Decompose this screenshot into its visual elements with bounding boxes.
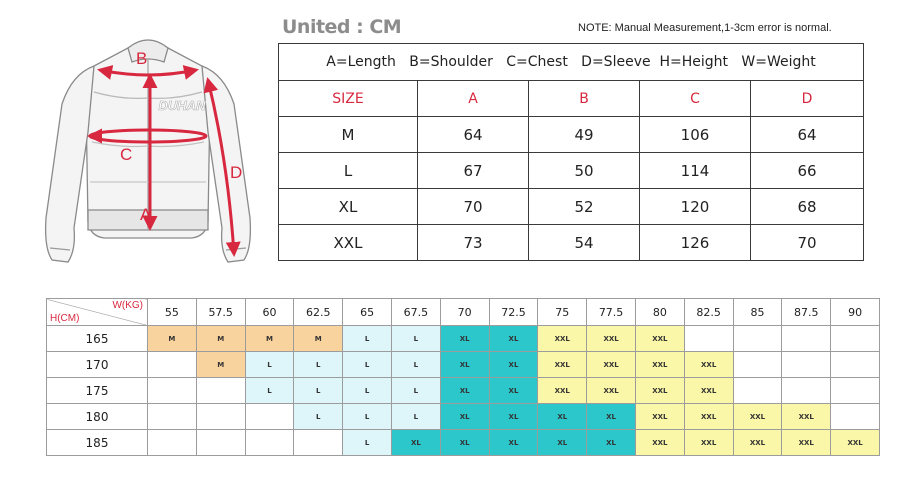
legend-row	[279, 44, 864, 81]
legend-text: A=Length B=Shoulder C=Chest D=Sleeve H=Height W=Weight	[279, 44, 864, 81]
value-cell: 54	[529, 225, 640, 261]
size-recommendation-cell: XXL	[538, 326, 587, 352]
size-recommendation-cell	[831, 404, 880, 430]
value-cell: 64	[751, 117, 864, 153]
size-recommendation-cell	[733, 352, 782, 378]
size-recommendation-cell: XL	[440, 430, 489, 456]
size-recommendation-cell: XL	[489, 326, 538, 352]
size-recommendation-cell: L	[391, 352, 440, 378]
value-cell: 67	[418, 153, 529, 189]
size-recommendation-cell: XL	[587, 404, 636, 430]
jacket-measurement-illustration	[32, 22, 264, 272]
size-recommendation-cell	[148, 378, 197, 404]
height-axis-label: H(CM)	[50, 313, 80, 324]
size-cell: XL	[279, 189, 418, 225]
weight-header-cell: 67.5	[391, 299, 440, 326]
weight-header-cell: 70	[440, 299, 489, 326]
size-recommendation-cell: XXL	[635, 326, 684, 352]
size-recommendation-cell	[733, 326, 782, 352]
size-recommendation-cell: M	[294, 326, 343, 352]
size-recommendation-cell: XXL	[782, 430, 831, 456]
weight-header-cell: 80	[635, 299, 684, 326]
label-b: B	[136, 49, 148, 68]
size-recommendation-cell: XL	[489, 404, 538, 430]
size-cell: L	[279, 153, 418, 189]
weight-header-cell: 57.5	[196, 299, 245, 326]
size-recommendation-cell: XXL	[635, 404, 684, 430]
measurement-note: NOTE: Manual Measurement,1-3cm error is normal.	[578, 22, 832, 34]
weight-header-cell: 65	[343, 299, 392, 326]
weight-header-cell: 82.5	[684, 299, 733, 326]
size-recommendation-cell	[148, 404, 197, 430]
value-cell: 64	[418, 117, 529, 153]
size-recommendation-cell: XXL	[733, 404, 782, 430]
size-recommendation-cell: XXL	[635, 430, 684, 456]
size-recommendation-cell: XXL	[635, 378, 684, 404]
size-recommendation-cell: XXL	[538, 378, 587, 404]
size-recommendation-cell: L	[343, 430, 392, 456]
value-cell: 70	[418, 189, 529, 225]
height-cell: 175	[47, 378, 148, 404]
value-cell: 52	[529, 189, 640, 225]
header-cell: D	[751, 81, 864, 117]
size-recommendation-cell	[684, 326, 733, 352]
header-cell: B	[529, 81, 640, 117]
size-recommendation-cell	[245, 430, 294, 456]
size-recommendation-cell	[831, 378, 880, 404]
weight-header-cell: 60	[245, 299, 294, 326]
table-row	[279, 189, 864, 225]
weight-header-cell: 77.5	[587, 299, 636, 326]
label-d: D	[230, 163, 243, 182]
height-row	[47, 430, 880, 456]
height-cell: 165	[47, 326, 148, 352]
value-cell: 126	[640, 225, 751, 261]
size-recommendation-cell: L	[343, 378, 392, 404]
value-cell: 70	[751, 225, 864, 261]
size-recommendation-cell: L	[245, 352, 294, 378]
jacket-brand-text: DUHAN	[158, 98, 206, 113]
size-recommendation-cell: L	[294, 378, 343, 404]
size-recommendation-cell: XXL	[831, 430, 880, 456]
size-recommendation-cell: L	[391, 404, 440, 430]
header-row	[279, 81, 864, 117]
size-recommendation-cell: L	[294, 404, 343, 430]
weight-axis-label: W(KG)	[112, 300, 143, 311]
weight-header-cell: 85	[733, 299, 782, 326]
height-row	[47, 378, 880, 404]
size-recommendation-cell	[196, 404, 245, 430]
size-recommendation-cell	[196, 378, 245, 404]
size-cell: XXL	[279, 225, 418, 261]
header-cell: C	[640, 81, 751, 117]
size-recommendation-cell: XL	[440, 404, 489, 430]
size-recommendation-cell	[148, 430, 197, 456]
size-recommendation-cell: XXL	[587, 326, 636, 352]
weight-header-cell: 55	[148, 299, 197, 326]
size-recommendation-cell	[831, 352, 880, 378]
size-recommendation-cell: XXL	[684, 352, 733, 378]
weight-header-row	[47, 299, 880, 326]
size-recommendation-cell: XL	[489, 378, 538, 404]
table-row	[279, 153, 864, 189]
height-cell: 180	[47, 404, 148, 430]
size-recommendation-cell	[782, 326, 831, 352]
size-recommendation-cell: M	[196, 352, 245, 378]
value-cell: 66	[751, 153, 864, 189]
weight-header-cell: 72.5	[489, 299, 538, 326]
value-cell: 68	[751, 189, 864, 225]
height-cell: 185	[47, 430, 148, 456]
size-recommendation-cell	[782, 378, 831, 404]
height-cell: 170	[47, 352, 148, 378]
size-cell: M	[279, 117, 418, 153]
jacket-outline	[46, 40, 251, 262]
size-recommendation-cell	[245, 404, 294, 430]
size-recommendation-cell: L	[343, 404, 392, 430]
size-recommendation-cell	[733, 378, 782, 404]
size-recommendation-cell: XL	[440, 352, 489, 378]
value-cell: 106	[640, 117, 751, 153]
value-cell: 73	[418, 225, 529, 261]
label-c: C	[120, 145, 133, 164]
label-a: A	[140, 205, 152, 224]
size-recommendation-cell	[782, 352, 831, 378]
height-row	[47, 352, 880, 378]
value-cell: 120	[640, 189, 751, 225]
size-recommendation-cell: L	[391, 326, 440, 352]
height-row	[47, 326, 880, 352]
size-recommendation-cell: XXL	[538, 352, 587, 378]
size-recommendation-cell	[831, 326, 880, 352]
size-recommendation-cell: XXL	[733, 430, 782, 456]
size-recommendation-cell: XXL	[587, 378, 636, 404]
size-recommendation-cell: L	[294, 352, 343, 378]
header-cell: A	[418, 81, 529, 117]
height-row	[47, 404, 880, 430]
size-recommendation-cell: L	[391, 378, 440, 404]
size-recommendation-cell: XXL	[635, 352, 684, 378]
size-recommendation-cell: XL	[440, 326, 489, 352]
table-row	[279, 117, 864, 153]
size-recommendation-cell: XL	[538, 404, 587, 430]
size-recommendation-cell: XL	[489, 352, 538, 378]
table-row	[279, 225, 864, 261]
size-recommendation-cell: XL	[587, 430, 636, 456]
size-recommendation-cell: XL	[391, 430, 440, 456]
size-recommendation-cell: L	[343, 352, 392, 378]
header-cell: SIZE	[279, 81, 418, 117]
size-table	[278, 43, 864, 261]
size-recommendation-cell: XXL	[684, 378, 733, 404]
size-recommendation-cell	[148, 352, 197, 378]
height-weight-size-chart	[46, 298, 880, 456]
size-recommendation-cell: L	[343, 326, 392, 352]
size-recommendation-cell	[294, 430, 343, 456]
value-cell: 49	[529, 117, 640, 153]
weight-header-cell: 87.5	[782, 299, 831, 326]
size-recommendation-cell: M	[245, 326, 294, 352]
size-recommendation-cell: XXL	[684, 430, 733, 456]
size-recommendation-cell	[196, 430, 245, 456]
value-cell: 50	[529, 153, 640, 189]
size-recommendation-cell: XL	[489, 430, 538, 456]
size-recommendation-cell: XXL	[684, 404, 733, 430]
value-cell: 114	[640, 153, 751, 189]
size-recommendation-cell: XL	[440, 378, 489, 404]
size-recommendation-cell: XXL	[782, 404, 831, 430]
weight-header-cell: 90	[831, 299, 880, 326]
weight-header-cell: 75	[538, 299, 587, 326]
size-recommendation-cell: XXL	[587, 352, 636, 378]
weight-header-cell: 62.5	[294, 299, 343, 326]
size-recommendation-cell: XL	[538, 430, 587, 456]
size-recommendation-cell: M	[148, 326, 197, 352]
unit-title: United : CM	[282, 16, 402, 38]
size-recommendation-cell: L	[245, 378, 294, 404]
size-recommendation-cell: M	[196, 326, 245, 352]
axis-corner-cell	[47, 299, 148, 326]
